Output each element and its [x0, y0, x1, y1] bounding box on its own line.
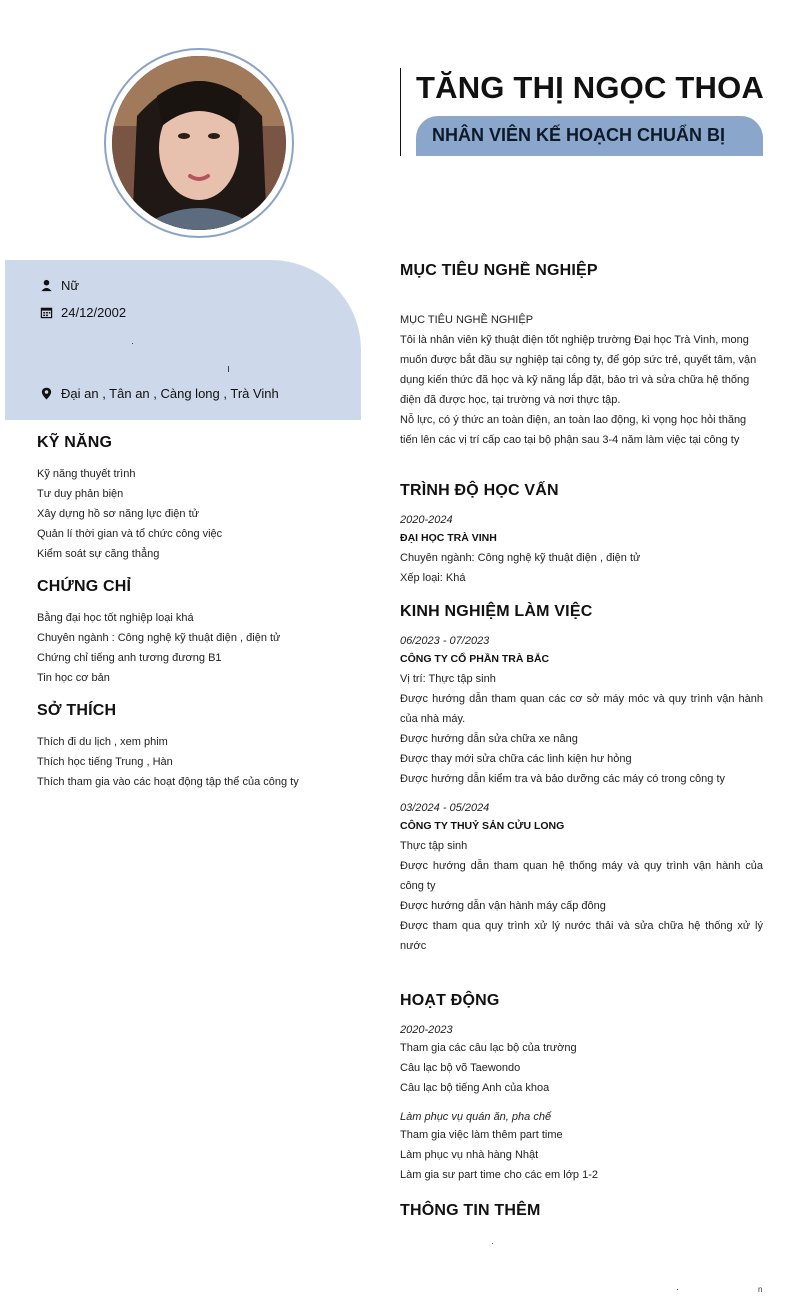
- job-line: Được hướng dẫn tham quan các cơ sở máy móc và quy trình vận hành của nhà máy.: [400, 693, 763, 725]
- objective-section: [400, 262, 763, 280]
- education-rank: Xếp loại: Khá: [400, 572, 466, 584]
- skills-section: [37, 434, 222, 564]
- person-icon: [39, 279, 53, 293]
- certificates-title: CHỨNG CHỈ: [37, 578, 132, 595]
- education-period: 2020-2024: [400, 514, 453, 526]
- certificate-item: Chứng chỉ tiếng anh tương đương B1: [37, 652, 222, 664]
- job-line: Được hướng dẫn tham quan hệ thống máy và quy trình vận hành của công ty: [400, 860, 763, 892]
- name-divider: [400, 68, 401, 156]
- calendar-icon: [39, 306, 53, 320]
- candidate-name: TĂNG THỊ NGỌC THOA: [416, 70, 765, 105]
- hobbies-title: SỞ THÍCH: [37, 702, 117, 719]
- certificate-item: Tin học cơ bản: [37, 672, 110, 684]
- skill-item: Tư duy phản biện: [37, 488, 124, 500]
- activity-period: Làm phục vụ quán ăn, pha chế: [400, 1111, 552, 1123]
- skill-item: Quản lí thời gian và tổ chức công việc: [37, 528, 223, 540]
- activity-line: Tham gia việc làm thêm part time: [400, 1129, 563, 1141]
- job-period: 03/2024 - 05/2024: [400, 802, 490, 814]
- skills-title: KỸ NĂNG: [37, 434, 113, 451]
- school-name: ĐẠI HỌC TRÀ VINH: [400, 532, 497, 544]
- education-section: [400, 482, 763, 588]
- hobby-item: Thích học tiếng Trung , Hàn: [37, 756, 173, 768]
- skill-item: Kỹ năng thuyết trình: [37, 468, 136, 480]
- hobby-item: Thích đi du lịch , xem phim: [37, 736, 168, 748]
- job-line: Thực tập sinh: [400, 840, 468, 852]
- job-line: Được hướng dẫn vận hành máy cấp đông: [400, 900, 606, 912]
- portrait-illustration: [112, 56, 286, 230]
- artifact-dot: [492, 1243, 493, 1244]
- skills-list: [37, 464, 222, 564]
- activity-line: Câu lạc bộ võ Taewondo: [400, 1062, 521, 1074]
- extra-info-section: [400, 1202, 763, 1220]
- position-badge: [416, 116, 763, 156]
- certificate-item: Chuyên ngành : Công nghệ kỹ thuật điện , điện tử: [37, 632, 281, 644]
- job-entry: [400, 633, 763, 789]
- gender-value: Nữ: [61, 278, 80, 293]
- profile-photo-frame: [104, 48, 294, 238]
- profile-photo: [112, 56, 286, 230]
- certificates-section: [37, 578, 280, 688]
- education-title: TRÌNH ĐỘ HỌC VẤN: [400, 482, 559, 499]
- artifact-dot: [677, 1289, 678, 1290]
- experience-title: KINH NGHIỆM LÀM VIỆC: [400, 603, 593, 620]
- certificate-item: Bằng đại học tốt nghiệp loại khá: [37, 612, 194, 624]
- job-line: Vị trí: Thực tập sinh: [400, 673, 496, 685]
- activities-title: HOẠT ĐỘNG: [400, 992, 500, 1009]
- activity-group: [400, 1109, 763, 1185]
- skill-item: Kiểm soát sự căng thẳng: [37, 548, 160, 560]
- skill-item: Xây dựng hồ sơ năng lực điện tử: [37, 508, 200, 520]
- objective-paragraph: Nỗ lực, có ý thức an toàn điện, an toàn lao động, kì vọng học hỏi thăng tiến lên các vị trí cấp cao tại bộ phận sau 3-4 năm làm việc tại công ty: [400, 414, 747, 446]
- position-title: NHÂN VIÊN KẾ HOẠCH CHUẨN BỊ: [432, 125, 726, 145]
- hobby-item: Thích tham gia vào các hoạt động tập thể của công ty: [37, 776, 299, 788]
- activity-group: [400, 1022, 763, 1098]
- activity-line: Câu lạc bộ tiếng Anh của khoa: [400, 1082, 550, 1094]
- job-line: Được thay mới sửa chữa các linh kiện hư hỏng: [400, 753, 632, 765]
- hobbies-section: [37, 702, 299, 792]
- job-line: Được hướng dẫn kiểm tra và bảo dưỡng các máy có trong công ty: [400, 773, 725, 785]
- objective-body: [400, 310, 763, 450]
- job-period: 06/2023 - 07/2023: [400, 635, 490, 647]
- birthdate-value: 24/12/2002: [61, 305, 127, 320]
- activity-line: Làm gia sư part time cho các em lớp 1-2: [400, 1169, 598, 1181]
- activities-section: [400, 992, 763, 1185]
- contact-panel: [5, 260, 361, 420]
- artifact-dot: [132, 343, 133, 344]
- footer-mark: n: [758, 1285, 763, 1294]
- contact-gender: [39, 278, 79, 293]
- job-line: Được hướng dẫn sửa chữa xe nâng: [400, 733, 578, 745]
- objective-title: MỤC TIÊU NGHỀ NGHIỆP: [400, 262, 598, 279]
- extra-info-title: THÔNG TIN THÊM: [400, 1202, 541, 1219]
- certificates-list: [37, 608, 280, 688]
- artifact-tick: [228, 366, 229, 372]
- education-major: Chuyên ngành: Công nghệ kỹ thuật điện , điện tử: [400, 552, 641, 564]
- activity-line: Tham gia các câu lạc bộ của trường: [400, 1042, 577, 1054]
- hobbies-list: [37, 732, 299, 792]
- job-company: CÔNG TY CỔ PHẦN TRÀ BẮC: [400, 653, 550, 665]
- job-entry: [400, 800, 763, 956]
- activity-period: 2020-2023: [400, 1024, 453, 1036]
- address-value: Đại an , Tân an , Càng long , Trà Vinh: [61, 386, 279, 401]
- contact-birthdate: [39, 305, 126, 320]
- job-line: Được tham qua quy trình xử lý nước thải và sửa chữa hệ thống xử lý nước: [400, 920, 763, 952]
- contact-address: [39, 386, 279, 401]
- objective-subtitle: MỤC TIÊU NGHỀ NGHIỆP: [400, 314, 534, 326]
- objective-paragraph: Tôi là nhân viên kỹ thuật điện tốt nghiệp trường Đại học Trà Vinh, mong muốn được bắt đầu sự nghiệp tại công ty, để góp sức trẻ, quyết tâm, vận dụng kiến thức đã học và kỹ năng lắp đặt, bảo trì và sửa chữa hệ thống điện đã được học, tại trường và nơi thực tập.: [400, 334, 757, 406]
- location-pin-icon: [39, 387, 53, 401]
- experience-section: [400, 603, 763, 956]
- activity-line: Làm phục vụ nhà hàng Nhật: [400, 1149, 539, 1161]
- job-company: CÔNG TY THUỶ SẢN CỬU LONG: [400, 820, 565, 832]
